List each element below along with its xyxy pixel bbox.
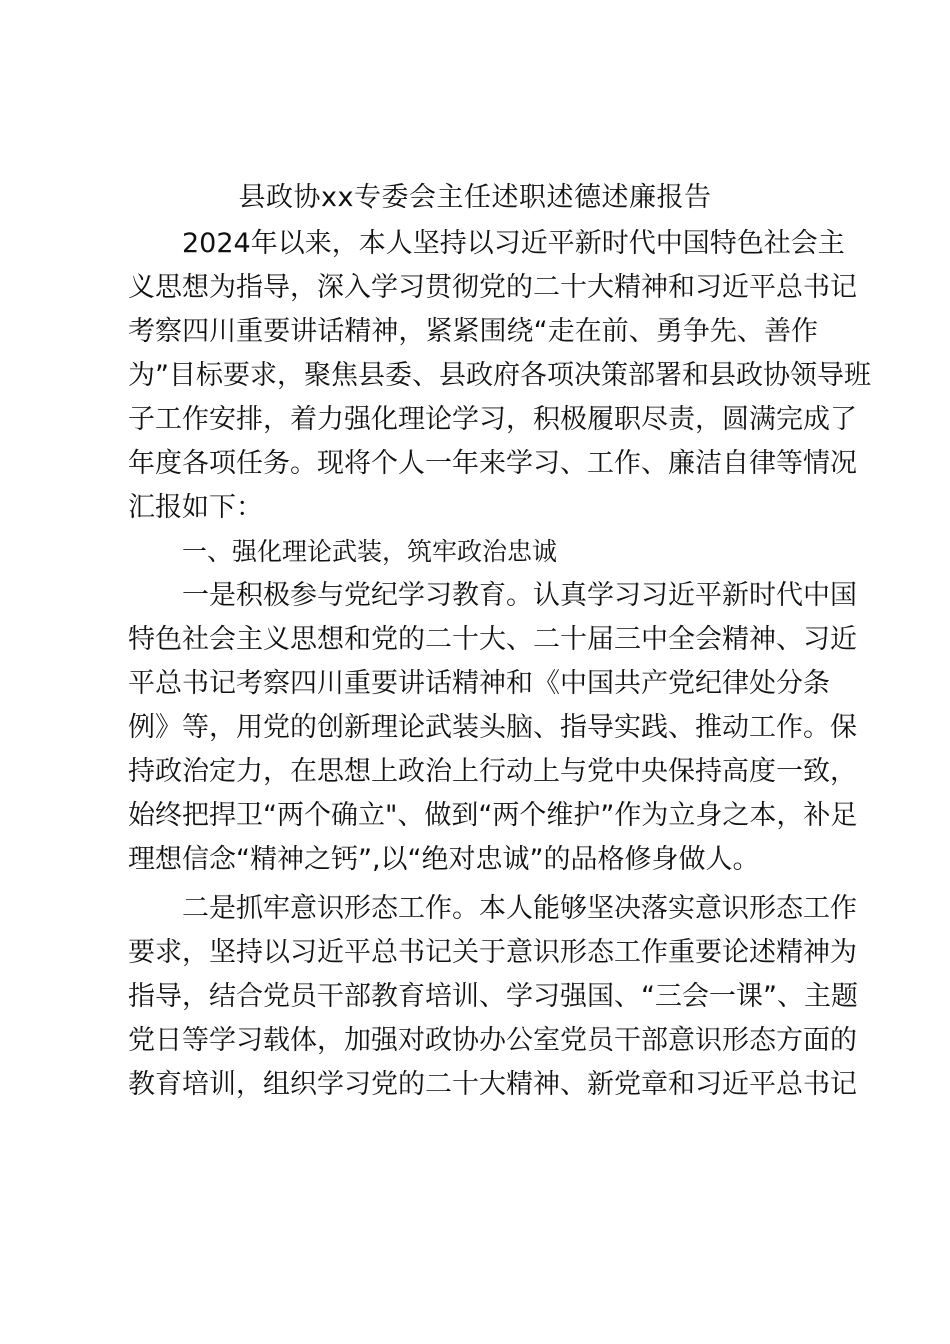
text-line: 二是抓牢意识形态工作。本人能够坚决落实意识形态工作 — [182, 893, 857, 924]
text-line: 2024年以来，本人坚持以习近平新时代中国特色社会主 — [182, 228, 845, 259]
text-line: 例》等，用党的创新理论武装头脑、指导实践、推动工作。保 — [128, 712, 857, 743]
text-line: 汇报如下： — [128, 492, 263, 523]
text-line: 始终把捍卫“两个确立"、做到“两个维护”作为立身之本，补足 — [128, 800, 858, 831]
document-body — [128, 222, 871, 1107]
text-line: 要求，坚持以习近平总书记关于意识形态工作重要论述精神为 — [128, 937, 857, 968]
text-line: 为”目标要求，聚焦县委、县政府各项决策部署和县政协领导班 — [128, 360, 871, 391]
text-line: 义思想为指导，深入学习贯彻党的二十大精神和习近平总书记 — [128, 272, 857, 303]
paragraph-ideology-work — [128, 887, 858, 1107]
paragraph-intro — [128, 222, 871, 530]
paragraph-party-discipline — [128, 574, 858, 882]
text-line: 考察四川重要讲话精神，紧紧围绕“走在前、勇争先、善作 — [128, 316, 818, 347]
text-line: 持政治定力，在思想上政治上行动上与党中央保持高度一致， — [128, 756, 857, 787]
text-line: 教育培训，组织学习党的二十大精神、新党章和习近平总书记 — [128, 1069, 857, 1100]
text-line: 特色社会主义思想和党的二十大、二十届三中全会精神、习近 — [128, 624, 857, 655]
text-line: 年度各项任务。现将个人一年来学习、工作、廉洁自律等情况 — [128, 448, 857, 479]
text-line: 子工作安排，着力强化理论学习，积极履职尽责，圆满完成了 — [128, 404, 857, 435]
document-title: 县政协xx专委会主任述职述德述廉报告 — [238, 182, 712, 213]
text-line: 平总书记考察四川重要讲话精神和《中国共产党纪律处分条 — [128, 668, 830, 699]
text-line: 理想信念“精神之钙”,以“绝对忠诚”的品格修身做人。 — [128, 844, 760, 875]
text-line: 指导，结合党员干部教育培训、学习强国、“三会一课”、主题 — [128, 981, 858, 1012]
text-line: 一是积极参与党纪学习教育。认真学习习近平新时代中国 — [182, 580, 857, 611]
text-line: 党日等学习载体，加强对政协办公室党员干部意识形态方面的 — [128, 1025, 857, 1056]
section-heading: 一、强化理论武装，筑牢政治忠诚 — [182, 537, 558, 566]
